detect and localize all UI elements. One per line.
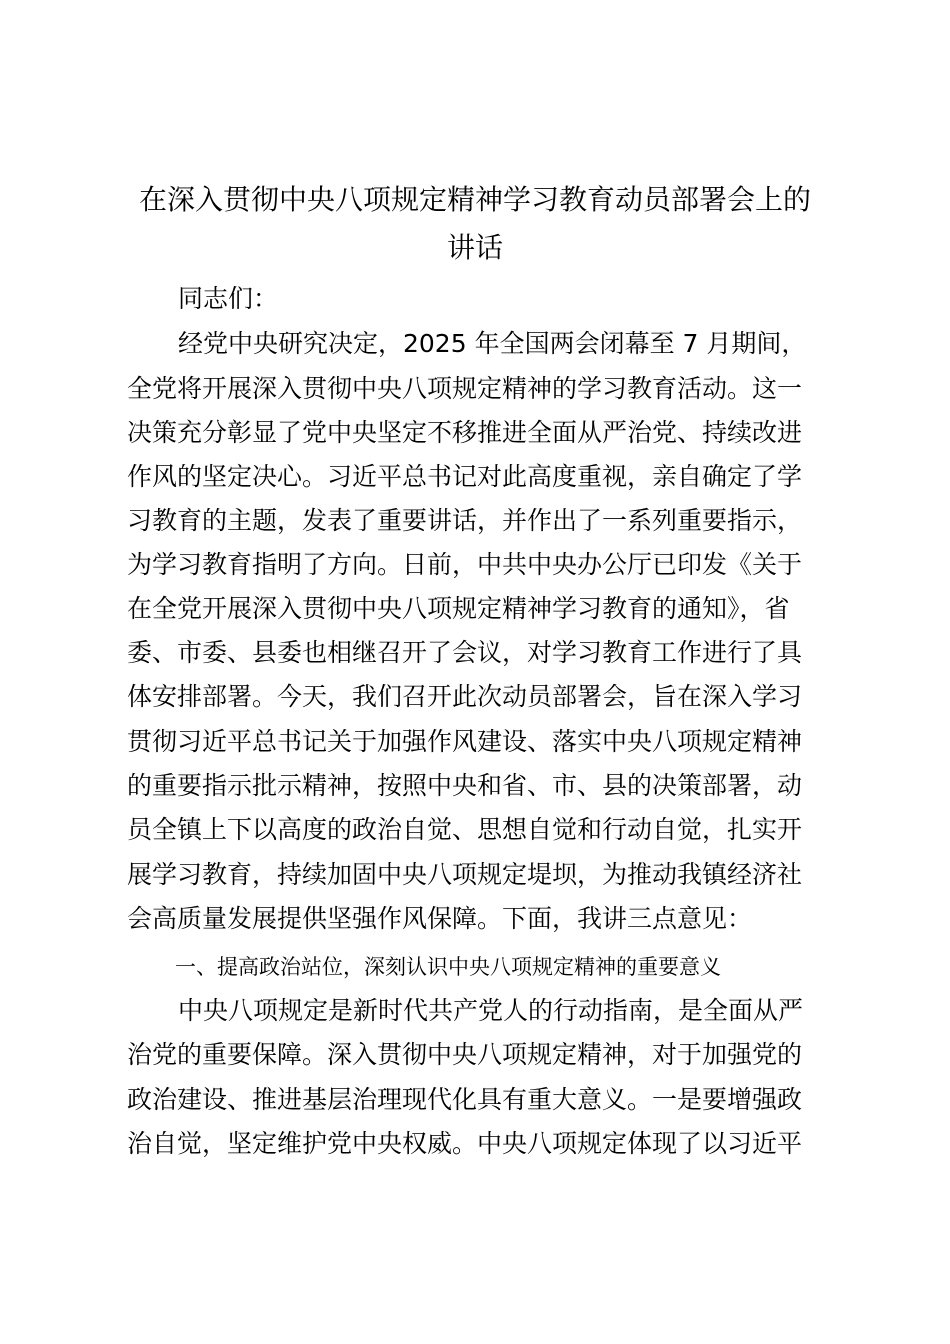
paragraph-2-line: 政治建设、推进基层治理现代化具有重大意义。一是要增强政 bbox=[127, 1085, 803, 1114]
paragraph-1-line: 经党中央研究决定，2025 年全国两会闭幕至 7 月期间， bbox=[178, 329, 807, 358]
paragraph-1-line: 作风的坚定决心。习近平总书记对此高度重视，亲自确定了学 bbox=[127, 462, 803, 491]
paragraph-1-line: 体安排部署。今天，我们召开此次动员部署会，旨在深入学习 bbox=[127, 682, 803, 711]
paragraph-1-line: 为学习教育指明了方向。日前，中共中央办公厅已印发《关于 bbox=[127, 550, 803, 579]
document-title-line-1: 在深入贯彻中央八项规定精神学习教育动员部署会上的 bbox=[138, 183, 811, 216]
paragraph-2-line: 中央八项规定是新时代共产党人的行动指南，是全面从严 bbox=[178, 996, 804, 1025]
document-title-line-2: 讲话 bbox=[446, 231, 503, 264]
paragraph-1-line: 习教育的主题，发表了重要讲话，并作出了一系列重要指示， bbox=[127, 506, 803, 535]
paragraph-1-line: 全党将开展深入贯彻中央八项规定精神的学习教育活动。这一 bbox=[127, 374, 803, 403]
paragraph-1-line: 委、市委、县委也相继召开了会议，对学习教育工作进行了具 bbox=[127, 638, 803, 667]
paragraph-1-line: 的重要指示批示精神，按照中央和省、市、县的决策部署，动 bbox=[127, 771, 803, 800]
paragraph-2-line: 治自觉，坚定维护党中央权威。中央八项规定体现了以习近平 bbox=[127, 1129, 803, 1158]
paragraph-2-line: 治党的重要保障。深入贯彻中央八项规定精神，对于加强党的 bbox=[127, 1040, 803, 1069]
paragraph-1-line: 展学习教育，持续加固中央八项规定堤坝，为推动我镇经济社 bbox=[127, 860, 803, 889]
paragraph-1-line: 贯彻习近平总书记关于加强作风建设、落实中央八项规定精神 bbox=[127, 727, 803, 756]
salutation: 同志们： bbox=[178, 284, 279, 313]
paragraph-1-line: 会高质量发展提供坚强作风保障。下面，我讲三点意见： bbox=[127, 904, 753, 933]
paragraph-1-line: 在全党开展深入贯彻中央八项规定精神学习教育的通知》，省 bbox=[127, 594, 790, 623]
paragraph-1-line: 决策充分彰显了党中央坚定不移推进全面从严治党、持续改进 bbox=[127, 418, 803, 447]
section-heading: 一、提高政治站位，深刻认识中央八项规定精神的重要意义 bbox=[175, 955, 721, 979]
paragraph-1-line: 员全镇上下以高度的政治自觉、思想自觉和行动自觉，扎实开 bbox=[127, 815, 803, 844]
